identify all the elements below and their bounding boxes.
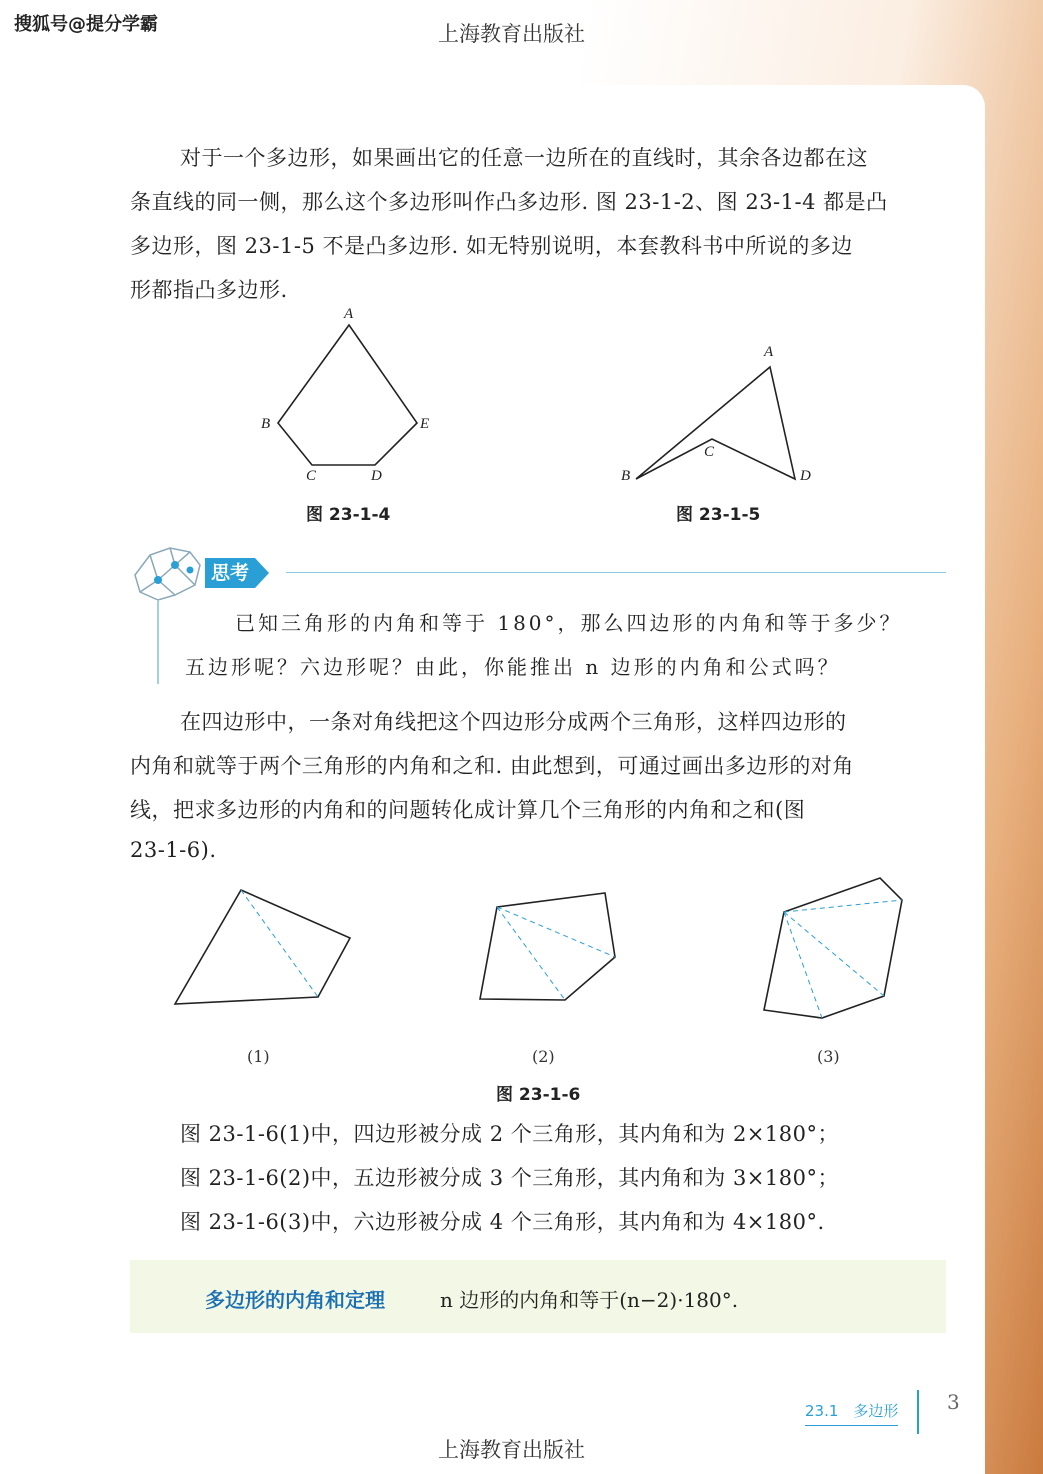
page-number: 3 [947,1390,960,1414]
footer-divider [917,1390,919,1434]
para2-line: 线，把求多边形的内角和的问题转化成计算几个三角形的内角和之和(图 [130,798,806,822]
watermark: 搜狐号@提分学霸 [14,14,158,35]
fig4-label-B: B [261,416,271,432]
fig6-3-diagonal [784,912,884,996]
fig6-3-hexagon [764,878,902,1018]
fig6-1-quadrilateral [175,890,350,1004]
think-side-bar [157,600,159,684]
fig5-label-C: C [704,444,715,460]
theorem-box [130,1260,946,1333]
para1-line: 形都指凸多边形. [130,278,288,302]
think-tag: 思考 [205,558,255,588]
fig6-caption: 图 23-1-6 [496,1085,581,1105]
fig5-label-D: D [800,468,811,484]
fig6-1-diagonal [241,890,318,997]
para2-line: 23-1-6). [130,838,217,862]
fig5-label-B: B [621,468,631,484]
think-line: 五边形呢？六边形呢？由此，你能推出 n 边形的内角和公式吗？ [185,655,841,679]
fig4-label-D: D [371,468,382,484]
para1-line: 对于一个多边形，如果画出它的任意一边所在的直线时，其余各边都在这 [180,146,868,170]
fig5-label-A: A [764,344,774,360]
fig4-label-A: A [344,306,354,322]
fig6-sub-label: (1) [247,1047,270,1066]
fig4-label-E: E [420,416,430,432]
para2-line: 内角和就等于两个三角形的内角和之和. 由此想到，可通过画出多边形的对角 [130,754,854,778]
fig5-concave-quadrilateral [636,367,795,479]
footer-section: 23.1 多边形 [805,1400,898,1426]
theorem-title: 多边形的内角和定理 [205,1288,385,1312]
brain-icon [135,548,200,600]
para3-line: 图 23-1-6(2)中，五边形被分成 3 个三角形，其内角和为 3×180°； [180,1166,839,1190]
fig6-sub-label: (2) [532,1047,555,1066]
fig4-pentagon [278,325,417,465]
fig6-2-pentagon [480,893,615,1000]
fig5-caption: 图 23-1-5 [676,505,761,525]
para1-line: 多边形，图 23-1-5 不是凸多边形. 如无特别说明，本套教科书中所说的多边 [130,234,853,258]
para3-line: 图 23-1-6(1)中，四边形被分成 2 个三角形，其内角和为 2×180°； [180,1122,839,1146]
fig6-sub-label: (3) [817,1047,840,1066]
think-line: 已知三角形的内角和等于 180°，那么四边形的内角和等于多少？ [235,611,903,635]
fig4-label-C: C [306,468,317,484]
think-divider [286,572,946,573]
para3-line: 图 23-1-6(3)中，六边形被分成 4 个三角形，其内角和为 4×180°. [180,1210,825,1234]
para1-line: 条直线的同一侧，那么这个多边形叫作凸多边形. 图 23-1-2、图 23-1-4 都是凸 [130,190,888,214]
theorem-body: n 边形的内角和等于(n−2)·180°. [440,1288,739,1312]
footer-publisher: 上海教育出版社 [438,1438,585,1462]
header-publisher: 上海教育出版社 [438,22,585,46]
para2-line: 在四边形中，一条对角线把这个四边形分成两个三角形，这样四边形的 [180,710,847,734]
fig6-3-diagonal [784,912,822,1018]
fig4-caption: 图 23-1-4 [306,505,391,525]
